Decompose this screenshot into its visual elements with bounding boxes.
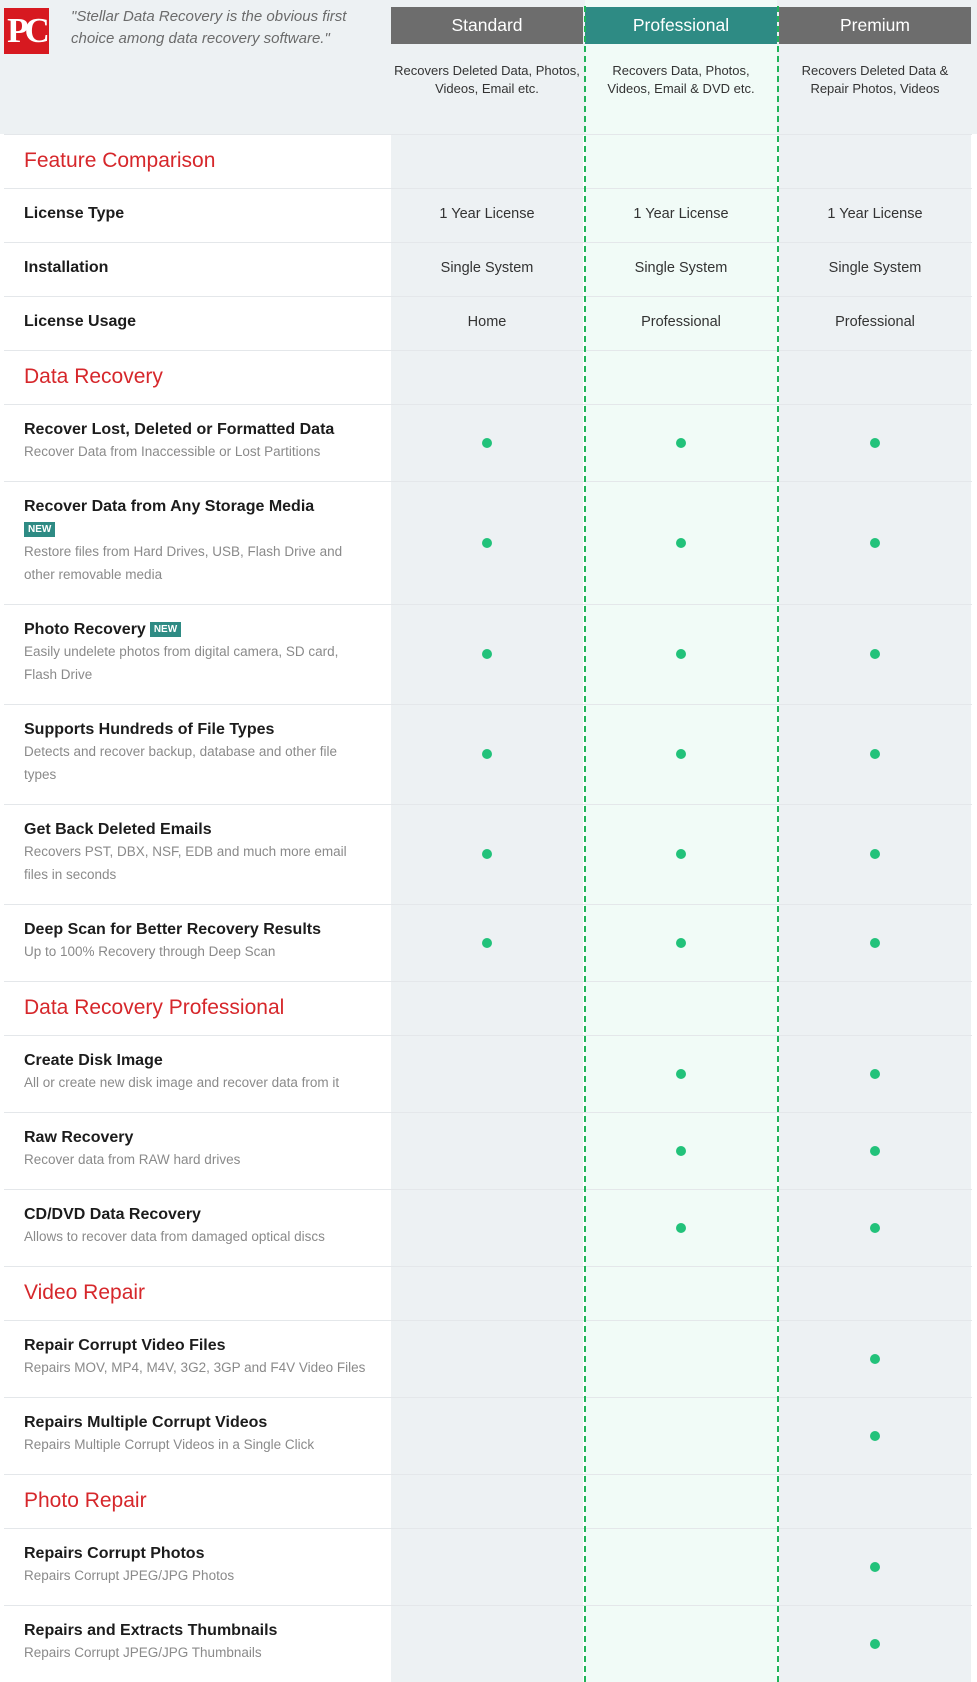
feature-title-text: Get Back Deleted Emails xyxy=(24,821,212,838)
feature-subtitle: Repairs Corrupt JPEG/JPG Photos xyxy=(24,1568,235,1583)
feature-title-text: Repairs Corrupt Photos xyxy=(24,1545,205,1562)
section-feature-comparison: Feature Comparison xyxy=(24,149,216,172)
feature-label xyxy=(24,721,369,786)
feature-subtitle: Restore files from Hard Drives, USB, Flash Drive and other removable media xyxy=(24,544,343,582)
included-check-dot-icon xyxy=(676,749,686,759)
premium-column-bg xyxy=(779,0,971,1682)
included-check-dot-icon xyxy=(870,1146,880,1156)
table-row xyxy=(4,134,391,188)
row-divider xyxy=(391,350,972,351)
plan-description-professional: Recovers Data, Photos, Videos, Email & DVD etc. xyxy=(607,63,755,96)
feature-subtitle: Repairs Multiple Corrupt Videos in a Single Click xyxy=(24,1437,315,1452)
included-check-dot-icon xyxy=(676,1223,686,1233)
feature-title xyxy=(24,1414,369,1432)
feature-label xyxy=(24,1414,369,1456)
feature-title xyxy=(24,621,369,639)
license-row-label: License Usage xyxy=(24,313,137,330)
standard-column-bg xyxy=(391,0,583,1682)
license-row-label: Installation xyxy=(24,259,109,276)
included-check-dot-icon xyxy=(482,649,492,659)
included-check-dot-icon xyxy=(676,938,686,948)
feature-subtitle: Repairs Corrupt JPEG/JPG Thumbnails xyxy=(24,1645,262,1660)
plan-header-standard[interactable]: Standard xyxy=(391,7,583,44)
feature-title-text: Repairs Multiple Corrupt Videos xyxy=(24,1414,268,1431)
row-divider xyxy=(391,1035,972,1036)
license-value-cell: Single System xyxy=(634,260,728,276)
included-check-dot-icon xyxy=(482,438,492,448)
table-row xyxy=(4,1189,391,1266)
feature-title xyxy=(24,421,369,439)
license-value-cell: Single System xyxy=(440,260,534,276)
feature-title-text: Raw Recovery xyxy=(24,1129,134,1146)
included-check-dot-icon xyxy=(870,749,880,759)
table-row xyxy=(4,604,391,704)
feature-title-text: Repairs and Extracts Thumbnails xyxy=(24,1622,278,1639)
feature-title-text: Photo Recovery xyxy=(24,621,146,638)
table-row xyxy=(4,1320,391,1397)
plan-description-standard: Recovers Deleted Data, Photos, Videos, Email etc. xyxy=(394,63,580,96)
feature-title xyxy=(24,1129,369,1147)
feature-subtitle: Allows to recover data from damaged optical discs xyxy=(24,1229,325,1244)
feature-label xyxy=(24,821,369,886)
table-row xyxy=(4,242,391,296)
row-divider xyxy=(391,704,972,705)
row-divider xyxy=(391,804,972,805)
feature-label xyxy=(24,1545,369,1587)
table-row xyxy=(4,481,391,604)
license-value-cell: 1 Year License xyxy=(827,206,923,222)
new-badge: NEW xyxy=(24,522,55,537)
license-value-cell: Professional xyxy=(641,314,721,330)
table-row xyxy=(4,1397,391,1474)
table-row xyxy=(4,1474,391,1528)
feature-title-text: Repair Corrupt Video Files xyxy=(24,1337,226,1354)
feature-subtitle: All or create new disk image and recover data from it xyxy=(24,1075,340,1090)
section-data-recovery: Data Recovery xyxy=(24,365,163,388)
feature-label xyxy=(24,1206,369,1248)
feature-subtitle: Recover data from RAW hard drives xyxy=(24,1152,241,1167)
feature-label xyxy=(24,621,369,686)
included-check-dot-icon xyxy=(870,1639,880,1649)
row-divider xyxy=(391,1266,972,1267)
feature-label xyxy=(24,1622,369,1664)
row-divider xyxy=(391,1112,972,1113)
feature-subtitle: Recover Data from Inaccessible or Lost Partitions xyxy=(24,444,321,459)
table-row xyxy=(4,350,391,404)
feature-title-text: CD/DVD Data Recovery xyxy=(24,1206,201,1223)
included-check-dot-icon xyxy=(676,649,686,659)
row-divider xyxy=(391,1605,972,1606)
row-divider xyxy=(391,1320,972,1321)
included-check-dot-icon xyxy=(870,1069,880,1079)
row-divider xyxy=(391,1189,972,1190)
row-divider xyxy=(391,904,972,905)
section-data-recovery-professional: Data Recovery Professional xyxy=(24,996,285,1019)
plan-header-professional[interactable]: Professional xyxy=(585,7,777,44)
row-divider xyxy=(391,1474,972,1475)
included-check-dot-icon xyxy=(676,1146,686,1156)
section-video-repair: Video Repair xyxy=(24,1281,146,1304)
table-row xyxy=(4,1112,391,1189)
table-row xyxy=(4,296,391,350)
table-row xyxy=(4,404,391,481)
feature-title xyxy=(24,1052,369,1070)
feature-label xyxy=(24,1052,369,1094)
feature-subtitle: Easily undelete photos from digital camera, SD card, Flash Drive xyxy=(24,644,339,682)
license-value-cell: Single System xyxy=(828,260,922,276)
feature-label xyxy=(24,1129,369,1171)
included-check-dot-icon xyxy=(482,849,492,859)
feature-title-text: Recover Lost, Deleted or Formatted Data xyxy=(24,421,335,438)
included-check-dot-icon xyxy=(870,849,880,859)
table-row xyxy=(4,1035,391,1112)
included-check-dot-icon xyxy=(482,938,492,948)
feature-title-text: Create Disk Image xyxy=(24,1052,163,1069)
row-divider xyxy=(391,134,972,135)
plan-header-premium[interactable]: Premium xyxy=(779,7,971,44)
feature-title-text: Supports Hundreds of File Types xyxy=(24,721,275,738)
table-row xyxy=(4,1605,391,1682)
pc-magazine-logo: PC xyxy=(4,8,49,54)
table-row xyxy=(4,1528,391,1605)
section-photo-repair: Photo Repair xyxy=(24,1489,147,1512)
license-value-cell: Professional xyxy=(835,314,915,330)
license-value-cell: 1 Year License xyxy=(633,206,729,222)
included-check-dot-icon xyxy=(870,1223,880,1233)
included-check-dot-icon xyxy=(870,1431,880,1441)
included-check-dot-icon xyxy=(482,538,492,548)
professional-column-bg xyxy=(585,0,777,1682)
feature-label xyxy=(24,421,369,463)
included-check-dot-icon xyxy=(676,849,686,859)
feature-title xyxy=(24,498,369,516)
plan-description-premium: Recovers Deleted Data & Repair Photos, Videos xyxy=(801,63,949,96)
feature-subtitle: Up to 100% Recovery through Deep Scan xyxy=(24,944,276,959)
row-divider xyxy=(391,981,972,982)
table-row xyxy=(4,904,391,981)
feature-label xyxy=(24,1337,369,1379)
row-divider xyxy=(391,1528,972,1529)
table-row xyxy=(4,1266,391,1320)
feature-title xyxy=(24,1206,369,1224)
license-value-cell: 1 Year License xyxy=(439,206,535,222)
included-check-dot-icon xyxy=(676,1069,686,1079)
included-check-dot-icon xyxy=(870,438,880,448)
row-divider xyxy=(391,296,972,297)
review-quote: "Stellar Data Recovery is the obvious first choice among data recovery software." xyxy=(71,8,347,47)
row-divider xyxy=(391,1397,972,1398)
professional-left-dashed-border xyxy=(584,6,586,1682)
included-check-dot-icon xyxy=(870,649,880,659)
included-check-dot-icon xyxy=(870,1354,880,1364)
included-check-dot-icon xyxy=(482,749,492,759)
license-row-label: License Type xyxy=(24,205,125,222)
feature-title-text: Deep Scan for Better Recovery Results xyxy=(24,921,321,938)
table-row xyxy=(4,188,391,242)
included-check-dot-icon xyxy=(676,538,686,548)
row-divider xyxy=(391,604,972,605)
row-divider xyxy=(391,481,972,482)
feature-title xyxy=(24,1545,369,1563)
table-row xyxy=(4,804,391,904)
table-row xyxy=(4,704,391,804)
feature-title xyxy=(24,721,369,739)
feature-title-text: Recover Data from Any Storage Media xyxy=(24,498,315,515)
license-value-cell: Home xyxy=(467,314,507,330)
row-divider xyxy=(391,404,972,405)
feature-label xyxy=(24,921,369,963)
row-divider xyxy=(391,188,972,189)
feature-title xyxy=(24,1622,369,1640)
feature-subtitle: Detects and recover backup, database and other file types xyxy=(24,744,337,782)
row-divider xyxy=(391,242,972,243)
feature-label xyxy=(24,498,369,586)
included-check-dot-icon xyxy=(870,538,880,548)
new-badge-wrapper xyxy=(24,521,369,539)
feature-subtitle: Recovers PST, DBX, NSF, EDB and much more email files in seconds xyxy=(24,844,347,882)
included-check-dot-icon xyxy=(676,438,686,448)
feature-subtitle: Repairs MOV, MP4, M4V, 3G2, 3GP and F4V Video Files xyxy=(24,1360,366,1375)
professional-right-dashed-border xyxy=(777,6,779,1682)
included-check-dot-icon xyxy=(870,1562,880,1572)
table-row xyxy=(4,981,391,1035)
feature-title xyxy=(24,1337,369,1355)
feature-title xyxy=(24,821,369,839)
new-badge: NEW xyxy=(150,622,181,637)
feature-title xyxy=(24,921,369,939)
included-check-dot-icon xyxy=(870,938,880,948)
